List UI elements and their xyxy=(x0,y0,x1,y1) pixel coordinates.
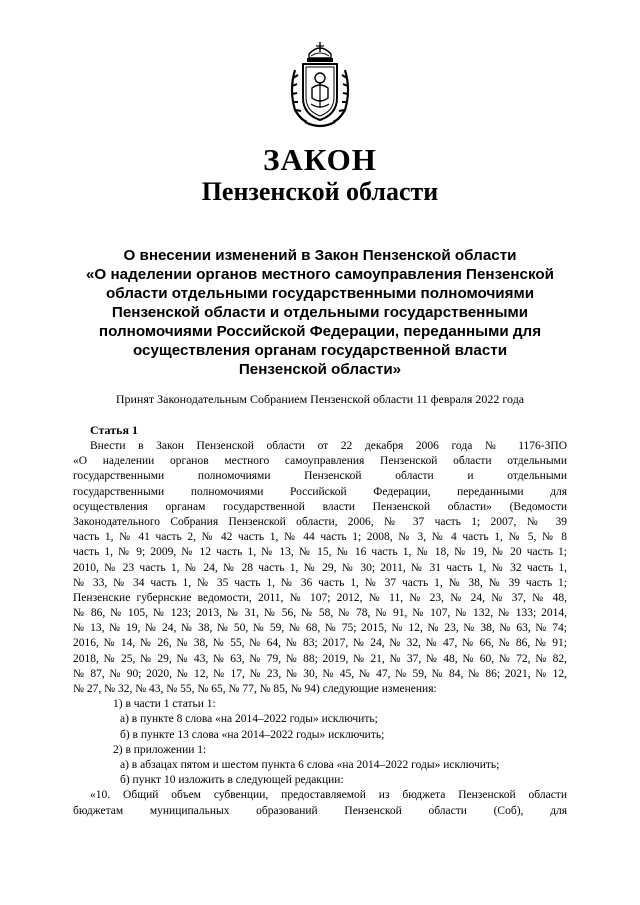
law-heading xyxy=(60,246,580,379)
body-line-last: № 27, № 32, № 43, № 55, № 65, № 77, № 85, № 94) следующие изменения: xyxy=(73,683,437,695)
quote-line: «10. Общий объем субвенции, предоставляемой из бюджета Пензенской области xyxy=(90,789,567,802)
list-item-1a: а) в пункте 8 слова «на 2014–2022 годы» исключить; xyxy=(120,713,378,726)
document-subtitle: Пензенской области xyxy=(201,177,439,206)
body-line: № 33, № 34 часть 1, № 35 часть 1, № 36 часть 1, № 37 часть 1, № 38, № 39 часть 1; xyxy=(73,576,567,589)
coat-of-arms-emblem xyxy=(287,40,353,130)
body-line: Внести в Закон Пензенской области от 22 декабря 2006 года № 1176-ЗПО xyxy=(90,440,567,452)
body-line: № 86, № 105, № 123; 2013, № 31, № 56, № 58, № 78, № 91, № 107, № 132, № 133; 2014, xyxy=(73,607,567,620)
list-item-1: 1) в части 1 статьи 1: xyxy=(113,698,216,711)
heading-line: «О наделении органов местного самоуправления Пензенской xyxy=(85,266,555,283)
body-line: часть 1, № 41 часть 2, № 42 часть 1, № 44 часть 1; 2008, № 3, № 4 часть 1, № 5, № 8 xyxy=(73,531,567,544)
body-line: Пензенские губернские ведомости, 2011, № 107; 2012, № 11, № 23, № 24, № 37, № 48, xyxy=(73,591,567,604)
body-line: 2018, № 25, № 29, № 43, № 63, № 79, № 88; 2019, № 21, № 37, № 48, № 60, № 72, № 82, xyxy=(73,652,567,665)
adoption-note: Принят Законодательным Собранием Пензенской области 11 февраля 2022 года xyxy=(115,392,525,406)
body-line: государственными полномочиями Российской Федерации, переданными для xyxy=(73,485,567,498)
list-item-2a: а) в абзацах пятом и шестом пункта 6 слова «на 2014–2022 годы» исключить; xyxy=(120,758,500,771)
body-line: «О наделении органов местного самоуправления Пензенской области отдельными xyxy=(73,455,567,468)
body-line: № 13, № 19, № 24, № 38, № 50, № 59, № 68, № 75; 2015, № 12, № 23, № 38, № 63, № 74; xyxy=(73,622,567,635)
heading-line: полномочиями Российской Федерации, переданными для xyxy=(98,323,542,340)
document-title: ЗАКОН xyxy=(263,142,377,177)
body-line: осуществления органам государственной власти Пензенской области» (Ведомости xyxy=(73,500,567,513)
body-line: государственными полномочиями Пензенской области и отдельными xyxy=(73,470,567,483)
heading-line: области отдельными государственными полномочиями xyxy=(105,285,535,302)
list-item-2: 2) в приложении 1: xyxy=(113,743,207,756)
body-line: № 87, № 90; 2020, № 12, № 17, № 23, № 30, № 45, № 47, № 59, № 84, № 86; 2021, № 12, xyxy=(73,667,567,680)
list-item-2b: б) пункт 10 изложить в следующей редакции: xyxy=(120,774,344,787)
heading-line: О внесении изменений в Закон Пензенской области xyxy=(123,247,517,264)
body-line: 2010, № 23 часть 1, № 24, № 28 часть 1, № 29, № 30; 2011, № 31 часть 1, № 32 часть 1, xyxy=(73,561,567,574)
heading-line: Пензенской области» xyxy=(238,361,402,378)
list-item-1b: б) в пункте 13 слова «на 2014–2022 годы» исключить; xyxy=(120,728,385,741)
body-line: 2016, № 14, № 26, № 38, № 55, № 64, № 83; 2017, № 24, № 32, № 47, № 66, № 86, № 91; xyxy=(73,637,567,650)
heading-line: Пензенской области и отдельными государственными xyxy=(111,304,529,321)
body-line: часть 1, № 9; 2009, № 12 часть 1, № 13, № 15, № 16 часть 1, № 18, № 19, № 20 часть 1; xyxy=(73,546,567,559)
quote-line: бюджетам муниципальных образований Пензенской области (Cоб), для xyxy=(73,804,567,817)
article-body xyxy=(73,439,567,819)
body-line: Законодательного Собрания Пензенской области, 2006, № 37 часть 1; 2007, № 39 xyxy=(73,515,567,528)
article-title: Статья 1 xyxy=(90,423,138,437)
heading-line: осуществления органам государственной власти xyxy=(132,342,508,359)
